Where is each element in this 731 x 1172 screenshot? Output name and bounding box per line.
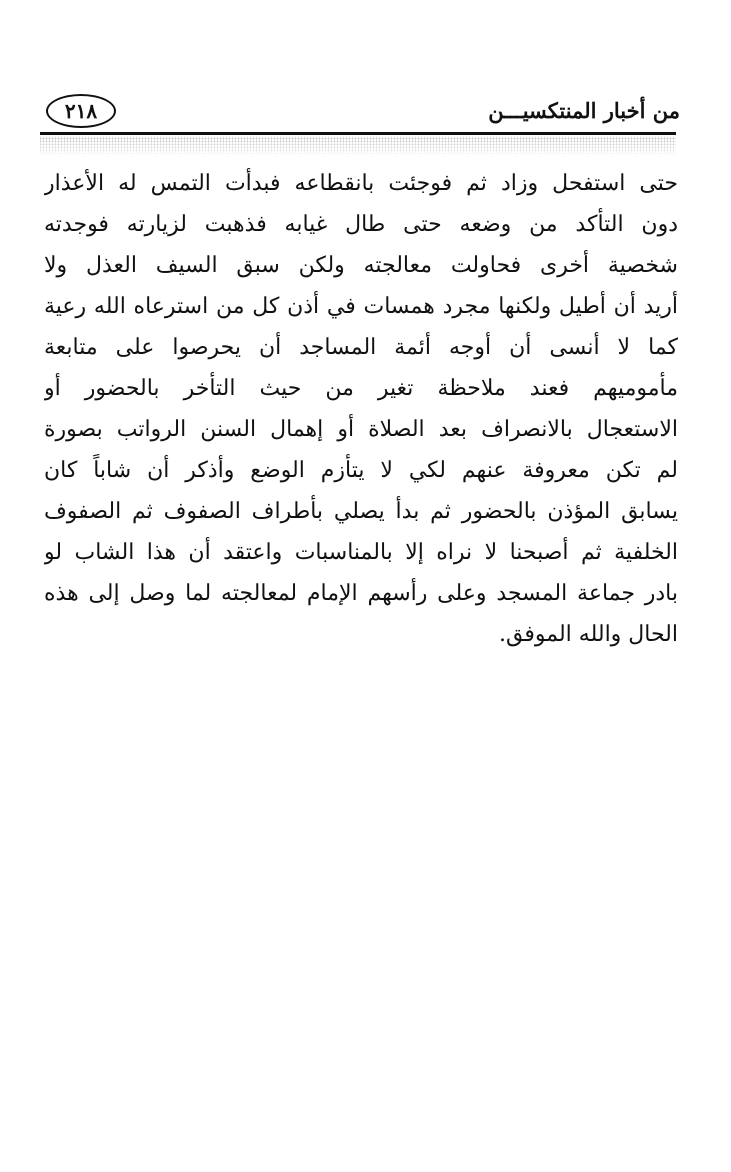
page-number: ٢١٨ [64, 99, 98, 123]
text-line-last: الحال والله الموفق. [499, 622, 678, 647]
text-line: حتى استفحل وزاد ثم فوجئت بانقطاعه فبدأت التمس له الأعذار [44, 171, 678, 196]
text-line: أريد أن أطيل ولكنها مجرد همسات في أذن كل من استرعاه الله رعية [44, 294, 678, 319]
text-line: مأموميهم فعند ملاحظة تغير من حيث التأخر بالحضور أو [44, 376, 678, 401]
text-line: لم تكن معروفة عنهم لكي لا يتأزم الوضع وأذكر أن شاباً كان [44, 458, 678, 483]
text-line: الاستعجال بالانصراف بعد الصلاة أو إهمال السنن الرواتب بصورة [44, 417, 678, 442]
body-paragraph [44, 163, 678, 655]
text-line: كما لا أنسى أن أوجه أئمة المساجد أن يحرصوا على متابعة [44, 335, 678, 360]
running-title: من أخبار المنتكسيـــن [488, 98, 680, 123]
text-line: دون التأكد من وضعه حتى طال غيابه فذهبت لزيارته فوجدته [44, 212, 678, 237]
text-line: بادر جماعة المسجد وعلى رأسهم الإمام لمعالجته لما وصل إلى هذه [44, 581, 678, 606]
text-line: الخلفية ثم أصبحنا لا نراه إلا بالمناسبات واعتقد أن هذا الشاب لو [44, 540, 678, 565]
page-number-badge [46, 94, 116, 128]
page-header [40, 92, 680, 132]
text-line: شخصية أخرى فحاولت معالجته ولكن سبق السيف العذل ولا [44, 253, 678, 278]
header-divider [40, 132, 676, 135]
text-line: يسابق المؤذن بالحضور ثم بدأ يصلي بأطراف الصفوف ثم الصفوف [44, 499, 678, 524]
header-decorative-band [40, 137, 676, 157]
